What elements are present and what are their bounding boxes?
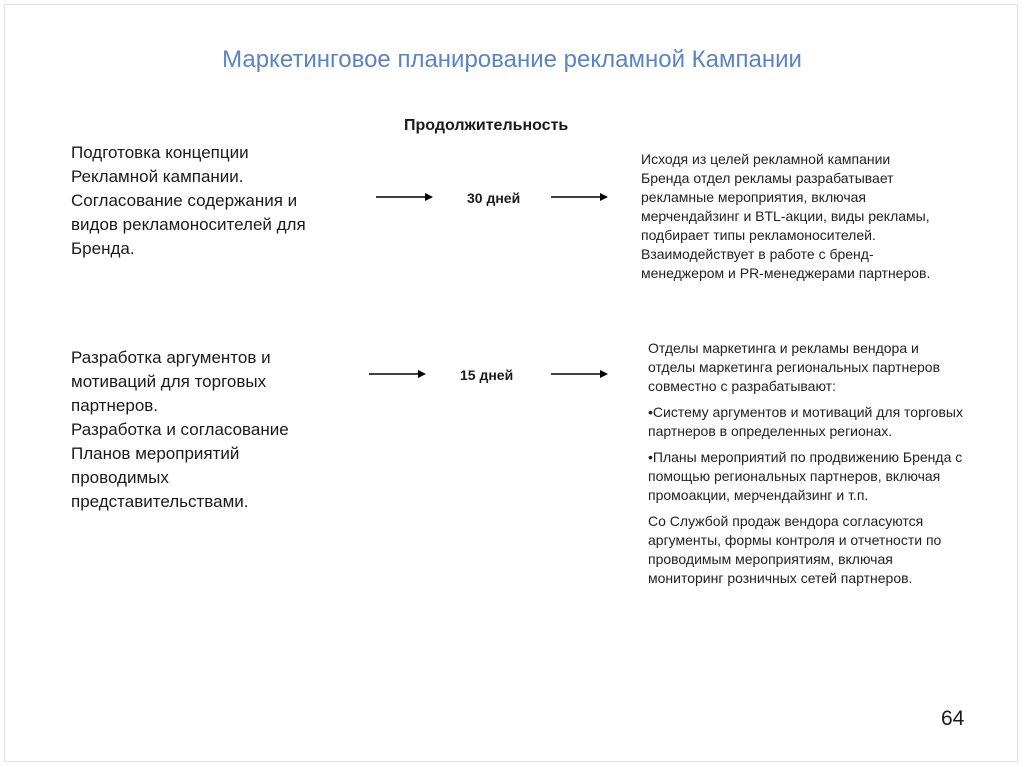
task-1-line-2: Согласование содержания и видов рекламоносителей для Бренда. bbox=[71, 191, 306, 258]
description-2-bullet-2: •Планы мероприятий по продвижению Бренда с помощью региональных партнеров, включая промоакции, мерчендайзинг и т.п. bbox=[648, 449, 963, 503]
description-2 bbox=[648, 339, 968, 588]
duration-1: 30 дней bbox=[467, 190, 521, 206]
description-2-intro: Отделы маркетинга и рекламы вендора и отделы маркетинга региональных партнеров совместно с разрабатывают: bbox=[648, 340, 941, 394]
task-2 bbox=[71, 346, 331, 514]
description-2-closing: Со Службой продаж вендора согласуются аргументы, формы контроля и отчетности по проводимым мероприятиям, включая мониторинг розничных сетей партнеров. bbox=[648, 513, 942, 586]
duration-2: 15 дней bbox=[460, 367, 514, 383]
arrow-right-icon bbox=[551, 368, 609, 380]
arrow-right-icon bbox=[551, 191, 609, 203]
duration-column-header: Продолжительность bbox=[404, 117, 569, 134]
description-1-text: Исходя из целей рекламной кампании Бренда отдел рекламы разрабатывает рекламные мероприятия, включая мерчендайзинг и BTL-акции, виды рекламы, подбирает типы рекламоносителей. Взаимодействует в работе с бренд-менеджером и PR-менеджерами партнеров. bbox=[641, 151, 931, 281]
arrow-right-icon bbox=[369, 368, 427, 380]
description-1 bbox=[641, 150, 941, 283]
page-number: 64 bbox=[941, 707, 965, 730]
task-2-line-2: Разработка и согласование Планов мероприятий проводимых представительствами. bbox=[71, 420, 289, 511]
arrow-right-icon bbox=[376, 191, 434, 203]
task-2-line-1: Разработка аргументов и мотиваций для торговых партнеров. bbox=[71, 348, 271, 415]
slide-title: Маркетинговое планирование рекламной Кампании bbox=[222, 46, 802, 73]
task-1 bbox=[71, 141, 331, 261]
description-2-bullet-1: •Систему аргументов и мотиваций для торговых партнеров в определенных регионах. bbox=[648, 404, 963, 439]
task-1-line-1: Подготовка концепции Рекламной кампании. bbox=[71, 143, 249, 186]
